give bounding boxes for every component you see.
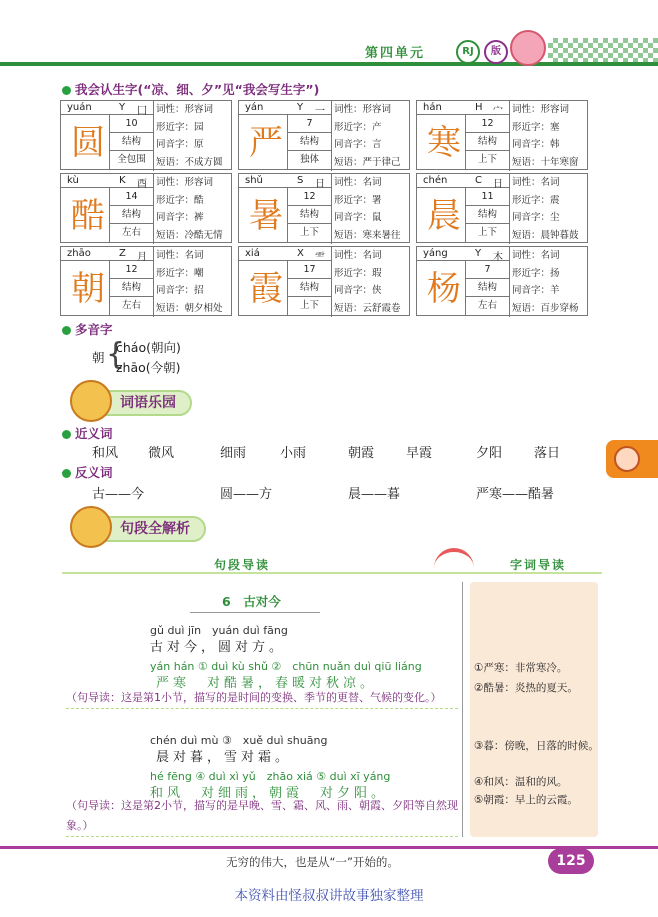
char-structure-label: 结构 <box>466 279 509 297</box>
char-pinyin: shǔ <box>245 175 263 186</box>
char-duanyu: 短语：云舒霞卷 <box>334 302 401 314</box>
char-card <box>416 173 588 243</box>
side-tab <box>606 440 658 478</box>
rainbow-icon <box>434 548 474 568</box>
unit-label: 第四单元 <box>365 46 426 61</box>
bullet-dot-icon <box>62 86 71 95</box>
poem-line: 严寒 对酷暑，春暖对秋凉。 <box>156 676 378 691</box>
synonym-word: 微风 <box>148 446 175 461</box>
mascot-boy-icon <box>70 380 112 422</box>
analysis-banner: 句段全解析 <box>74 516 206 542</box>
char-strokes: 12 <box>288 188 331 206</box>
char-radical: 日 <box>493 179 503 190</box>
char-strokes: 7 <box>288 115 331 133</box>
antonym-pair: 晨——暮 <box>348 487 401 502</box>
char-duanyu: 短语：朝夕相处 <box>156 302 223 314</box>
char-cixing: 词性：形容词 <box>156 177 214 188</box>
mascot-girl-icon <box>510 30 546 66</box>
synonym-word: 细雨 <box>220 446 247 461</box>
char-tongyin: 同音字：言 <box>334 139 382 150</box>
char-initial: Y <box>475 248 482 259</box>
char-structure-label: 结构 <box>288 279 331 297</box>
synonym-word: 落日 <box>534 446 561 461</box>
char-strokes: 14 <box>110 188 153 206</box>
poem-line: 晨对暮，雪对霜。 <box>156 750 293 765</box>
synonym-word: 朝霞 <box>348 446 375 461</box>
brace-icon: { <box>106 337 126 372</box>
synonym-word: 小雨 <box>280 446 307 461</box>
polyphone-title: 多音字 <box>62 320 113 338</box>
char-radical: ⻗ <box>315 252 325 263</box>
char-initial: C <box>475 175 482 186</box>
poem-pinyin-line: yán hán ① duì kù shǔ ② chūn nuǎn duì qiū liáng <box>150 660 422 673</box>
polyphone-reading-2: zhāo(今朝) <box>116 360 181 375</box>
char-xingjin: 形近字：署 <box>334 194 382 206</box>
mascot-girl-icon <box>70 506 112 548</box>
char-card <box>60 246 232 316</box>
poem-pinyin-line: hé fēng ④ duì xì yǔ zhāo xiá ⑤ duì xī yáng <box>150 770 391 783</box>
char-glyph: 寒 <box>427 123 461 163</box>
char-card <box>238 173 410 243</box>
antonyms-row <box>0 483 658 501</box>
header-stripe <box>0 62 658 66</box>
char-pinyin: yuán <box>67 102 92 113</box>
column-rule <box>62 572 602 574</box>
char-structure: 独体 <box>299 154 319 165</box>
char-pinyin: yán <box>245 102 264 113</box>
char-structure-label: 结构 <box>466 133 509 151</box>
antonyms-title: 反义词 <box>62 463 113 481</box>
char-structure: 左右 <box>121 300 141 311</box>
char-cixing: 词性：名词 <box>512 250 560 261</box>
synonym-word: 夕阳 <box>476 446 503 461</box>
char-strokes: 7 <box>466 261 509 279</box>
char-structure-label: 结构 <box>110 279 153 297</box>
guide-note: （句导读：这是第2小节，描写的是早晚、雪、霜、风、雨、朝霞、夕阳等自然现象。） <box>66 796 458 837</box>
word-note: ④和风：温和的风。 <box>474 776 568 788</box>
char-cixing: 词性：名词 <box>156 250 204 261</box>
char-structure: 上下 <box>299 300 319 311</box>
char-glyph: 朝 <box>71 269 105 309</box>
char-xingjin: 形近字：园 <box>156 121 204 133</box>
page-number: 125 <box>548 848 594 874</box>
polyphone-reading-1: cháo(朝向) <box>116 340 181 355</box>
word-note: ③暮：傍晚，日落的时候。 <box>474 740 599 752</box>
char-xingjin: 形近字：塞 <box>512 121 560 133</box>
char-initial: K <box>119 175 126 186</box>
char-pinyin: kù <box>67 175 79 186</box>
char-structure: 上下 <box>299 227 319 238</box>
char-tongyin: 同音字：尘 <box>512 212 560 223</box>
section-recognize-title: 我会认生字(“凉、细、夕”见“我会写生字”) <box>62 80 319 98</box>
header-checker-pattern <box>548 38 658 62</box>
char-strokes: 10 <box>110 115 153 133</box>
char-tongyin: 同音字：原 <box>156 139 204 150</box>
guide-note: （句导读：这是第1小节，描写的是时间的变换、季节的更替、气候的变化。） <box>66 688 458 709</box>
char-cixing: 词性：形容词 <box>512 104 570 115</box>
footer-motto: 无穷的伟大，也是从“一”开始的。 <box>226 855 399 869</box>
char-glyph: 晨 <box>427 196 461 236</box>
poem-pinyin-line: chén duì mù ③ xuě duì shuāng <box>150 734 328 747</box>
char-card <box>238 246 410 316</box>
char-cixing: 词性：形容词 <box>156 104 214 115</box>
char-tongyin: 同音字：侠 <box>334 285 382 296</box>
char-xingjin: 形近字：产 <box>334 121 382 133</box>
char-radical: 酉 <box>137 179 147 190</box>
char-strokes: 12 <box>110 261 153 279</box>
char-duanyu: 短语：不成方圆 <box>156 156 223 168</box>
char-card <box>238 100 410 170</box>
char-radical: 日 <box>315 179 325 190</box>
char-cixing: 词性：名词 <box>512 177 560 188</box>
char-initial: H <box>475 102 483 113</box>
char-glyph: 酷 <box>71 196 105 236</box>
char-radical: 木 <box>493 252 503 263</box>
char-duanyu: 短语：十年寒窗 <box>512 156 579 168</box>
synonym-word: 和风 <box>92 446 119 461</box>
column-head-right: 字词导读 <box>510 558 567 572</box>
char-tongyin: 同音字：裤 <box>156 212 204 223</box>
char-structure: 左右 <box>121 227 141 238</box>
char-duanyu: 短语：寒来暑往 <box>334 229 401 241</box>
char-duanyu: 短语：冷酷无情 <box>156 229 223 241</box>
column-head-left: 句段导读 <box>214 558 271 572</box>
char-xingjin: 形近字：酷 <box>156 194 204 206</box>
char-glyph: 圆 <box>71 123 105 163</box>
char-structure: 左右 <box>477 300 497 311</box>
bullet-dot-icon <box>62 326 71 335</box>
char-cixing: 词性：形容词 <box>334 104 392 115</box>
char-pinyin: xiá <box>245 248 260 259</box>
word-note: ②酷暑：炎热的夏天。 <box>474 682 578 694</box>
bullet-dot-icon <box>62 430 71 439</box>
word-note: ⑤朝霞：早上的云霞。 <box>474 794 578 806</box>
char-strokes: 12 <box>466 115 509 133</box>
char-card <box>60 100 232 170</box>
char-strokes: 17 <box>288 261 331 279</box>
char-xingjin: 形近字：嘲 <box>156 267 204 279</box>
char-structure: 全包围 <box>117 154 146 165</box>
cat-face-icon <box>614 446 640 472</box>
char-structure-label: 结构 <box>288 206 331 224</box>
synonyms-row <box>0 442 658 460</box>
word-note: ①严寒：非常寒冷。 <box>474 662 568 674</box>
char-radical: 宀 <box>493 106 503 117</box>
char-structure-label: 结构 <box>110 206 153 224</box>
bullet-dot-icon <box>62 469 71 478</box>
header-band <box>0 28 658 80</box>
polyphone-char: 朝 <box>92 350 105 365</box>
poem-line: 古对今，圆对方。 <box>150 640 287 655</box>
char-initial: X <box>297 248 304 259</box>
char-pinyin: zhāo <box>67 248 91 259</box>
char-pinyin: chén <box>423 175 448 186</box>
char-duanyu: 短语：晨钟暮鼓 <box>512 229 579 241</box>
badge-ban: 版 <box>484 40 508 64</box>
column-divider <box>462 582 463 837</box>
char-pinyin: yáng <box>423 248 448 259</box>
char-glyph: 霞 <box>249 269 283 309</box>
char-radical: 囗 <box>137 106 147 117</box>
antonym-pair: 圆——方 <box>220 487 273 502</box>
char-initial: S <box>297 175 304 186</box>
char-cixing: 词性：名词 <box>334 177 382 188</box>
char-glyph: 暑 <box>249 196 283 236</box>
char-initial: Y <box>119 102 126 113</box>
char-glyph: 杨 <box>427 269 461 309</box>
char-duanyu: 短语：严于律己 <box>334 156 401 168</box>
char-tongyin: 同音字：招 <box>156 285 204 296</box>
antonym-pair: 严寒——酷暑 <box>476 487 555 502</box>
char-structure: 上下 <box>477 154 497 165</box>
char-initial: Z <box>119 248 126 259</box>
char-xingjin: 形近字：瑕 <box>334 267 382 279</box>
char-card <box>60 173 232 243</box>
char-radical: 一 <box>315 106 325 117</box>
char-strokes: 11 <box>466 188 509 206</box>
char-xingjin: 形近字：震 <box>512 194 560 206</box>
char-structure-label: 结构 <box>110 133 153 151</box>
credit-text: 本资料由怪叔叔讲故事独家整理 <box>234 888 424 904</box>
synonym-word: 早霞 <box>406 446 433 461</box>
char-xingjin: 形近字：扬 <box>512 267 560 279</box>
words-park-banner: 词语乐园 <box>74 390 192 416</box>
char-initial: Y <box>297 102 304 113</box>
char-card <box>416 100 588 170</box>
char-radical: 月 <box>137 252 147 263</box>
poem-line: 和风 对细雨，朝霞 对夕阳。 <box>150 786 389 801</box>
badge-rj: RJ <box>456 40 480 64</box>
char-glyph: 严 <box>249 123 283 163</box>
word-notes <box>470 582 598 837</box>
poem-pinyin-line: gǔ duì jīn yuán duì fāng <box>150 624 288 637</box>
char-structure-label: 结构 <box>466 206 509 224</box>
char-tongyin: 同音字：鼠 <box>334 212 382 223</box>
char-pinyin: hán <box>423 102 442 113</box>
poem-column <box>62 582 460 837</box>
char-card <box>416 246 588 316</box>
antonym-pair: 古——今 <box>92 487 145 502</box>
poem-title-rule <box>190 612 320 613</box>
char-structure: 上下 <box>477 227 497 238</box>
char-tongyin: 同音字：韩 <box>512 139 560 150</box>
char-cixing: 词性：名词 <box>334 250 382 261</box>
synonyms-title: 近义词 <box>62 424 113 442</box>
char-tongyin: 同音字：羊 <box>512 285 560 296</box>
char-structure-label: 结构 <box>288 133 331 151</box>
poem-title: 6 古对今 <box>222 594 281 609</box>
char-duanyu: 短语：百步穿杨 <box>512 302 579 314</box>
